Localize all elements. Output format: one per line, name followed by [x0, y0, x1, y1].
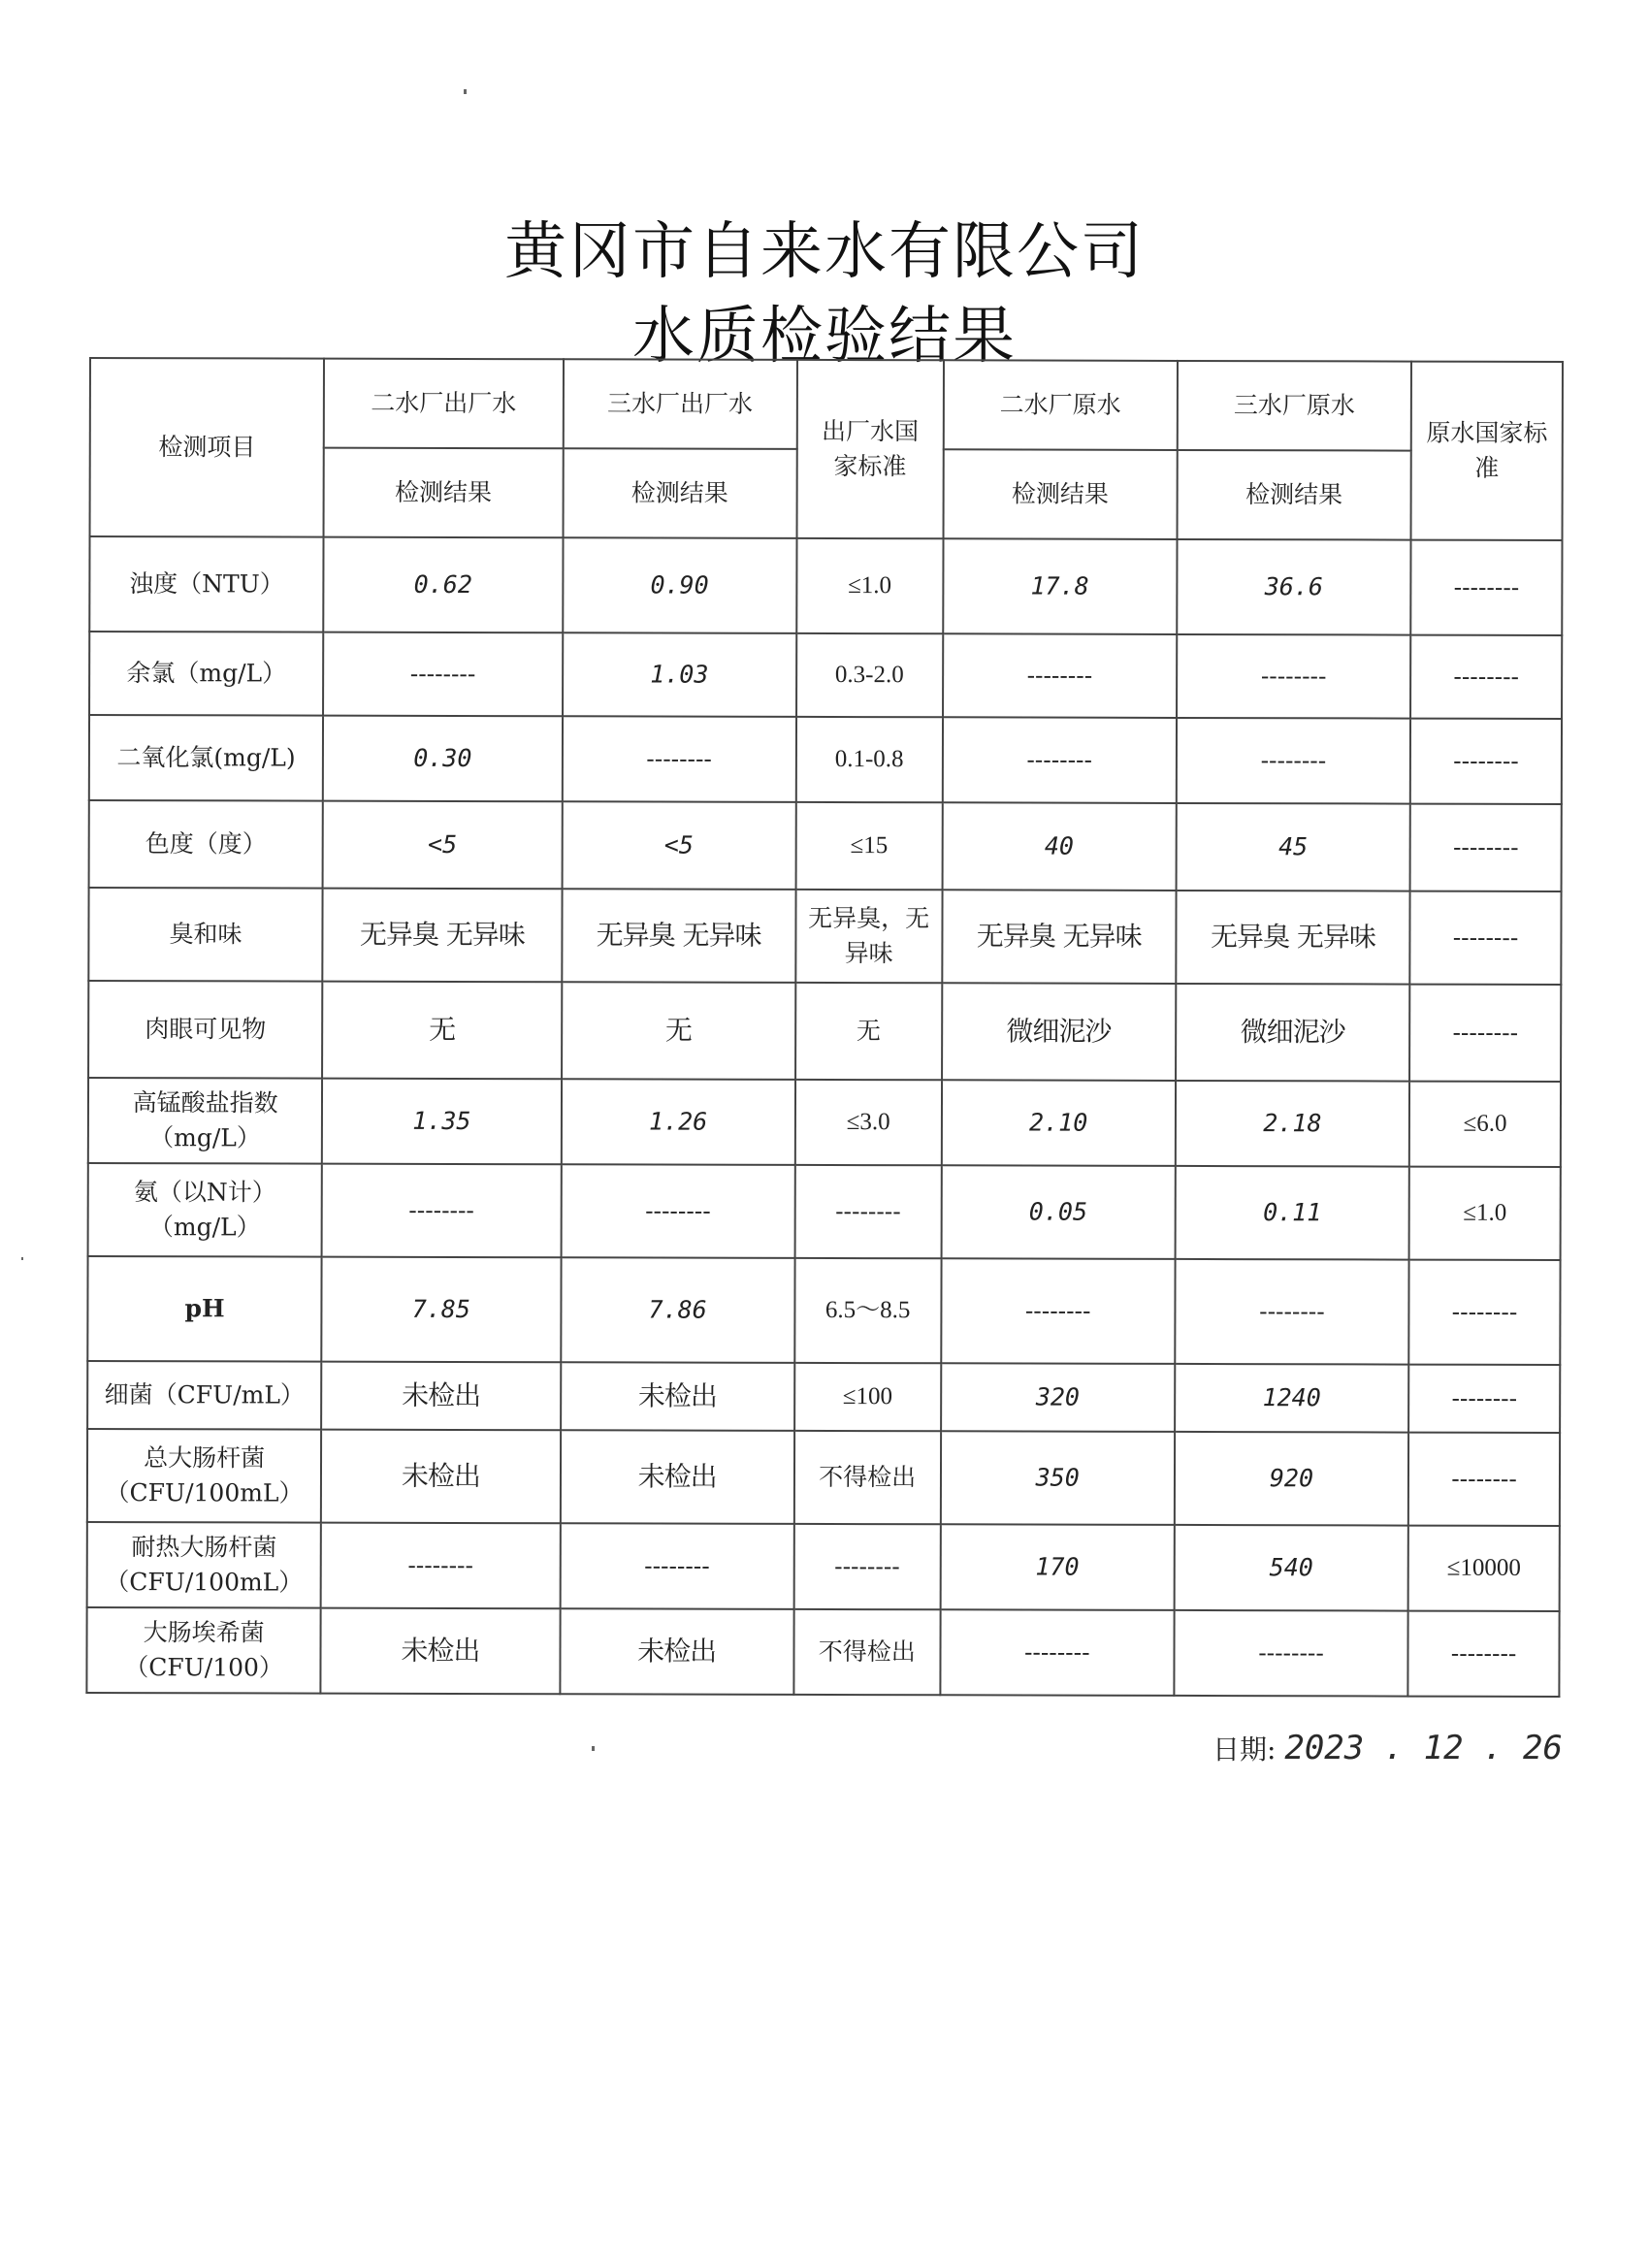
plant2-raw-cell: 350	[940, 1431, 1175, 1525]
plant3-out-cell: 1.26	[561, 1079, 794, 1165]
company-title: 黄冈市自来水有限公司	[504, 216, 1145, 288]
scan-speck	[592, 1746, 595, 1751]
raw-standard-cell: --------	[1408, 1365, 1560, 1433]
plant2-raw-cell: --------	[942, 717, 1176, 803]
out-standard-cell: --------	[793, 1524, 940, 1609]
header-plant3-out: 三水厂出厂水	[563, 359, 797, 449]
out-standard-cell: --------	[794, 1165, 941, 1258]
table-row	[87, 1361, 1560, 1433]
item-cell: 氨（以N计）（mg/L）	[88, 1163, 323, 1257]
date-value: 2023 . 12 . 26	[1284, 1729, 1563, 1767]
table-row	[88, 1078, 1561, 1167]
header-raw-standard: 原水国家标准	[1411, 362, 1563, 540]
out-standard-cell: ≤1.0	[796, 538, 943, 633]
plant3-out-cell: <5	[562, 801, 796, 890]
table-row	[88, 981, 1561, 1082]
plant2-out-cell: 0.30	[323, 716, 563, 802]
item-cell: 大肠埃希菌（CFU/100）	[86, 1607, 320, 1694]
raw-standard-cell: --------	[1410, 540, 1562, 635]
header-result-plant2-raw: 检测结果	[943, 449, 1178, 539]
plant2-out-cell: <5	[323, 801, 563, 890]
out-standard-cell: 0.1-0.8	[796, 717, 943, 802]
raw-standard-cell: --------	[1410, 635, 1562, 719]
table-row	[86, 1607, 1559, 1697]
plant2-out-cell: 无	[322, 982, 562, 1080]
plant2-raw-cell: 320	[941, 1363, 1175, 1432]
plant2-raw-cell: 17.8	[943, 538, 1178, 634]
plant2-out-cell: --------	[321, 1523, 561, 1609]
plant3-out-cell: 7.86	[561, 1257, 795, 1363]
plant3-out-cell: 未检出	[560, 1608, 793, 1695]
item-cell: 耐热大肠杆菌（CFU/100mL）	[87, 1522, 321, 1608]
item-cell: 总大肠杆菌（CFU/100mL）	[87, 1429, 322, 1523]
item-cell: 肉眼可见物	[88, 981, 323, 1079]
out-standard-cell: 无异臭，无异味	[795, 890, 942, 983]
report-date	[1212, 1729, 1563, 1767]
plant2-out-cell: 1.35	[322, 1079, 562, 1165]
plant2-out-cell: 7.85	[322, 1257, 562, 1363]
plant2-out-cell: 未检出	[321, 1362, 560, 1431]
scan-speck	[21, 1257, 23, 1260]
raw-standard-cell: --------	[1408, 1433, 1560, 1526]
header-result-plant3-out: 检测结果	[563, 448, 797, 538]
raw-standard-cell: ≤6.0	[1409, 1082, 1561, 1167]
plant3-out-cell: 未检出	[561, 1362, 794, 1431]
plant2-raw-cell: 170	[940, 1524, 1174, 1610]
raw-standard-cell: --------	[1409, 985, 1561, 1082]
out-standard-cell: 0.3-2.0	[796, 633, 943, 717]
plant3-out-cell: --------	[560, 1523, 793, 1609]
plant3-out-cell: --------	[562, 716, 795, 802]
plant3-raw-cell: 0.11	[1175, 1166, 1409, 1260]
plant3-out-cell: 无	[562, 982, 796, 1080]
out-standard-cell: ≤100	[794, 1363, 941, 1431]
item-cell: 余氯（mg/L）	[89, 632, 323, 716]
out-standard-cell: 不得检出	[793, 1609, 940, 1695]
plant3-raw-cell: 无异臭 无异味	[1176, 891, 1410, 985]
header-plant2-raw: 二水厂原水	[943, 360, 1178, 450]
item-cell: 臭和味	[88, 888, 323, 982]
table-row	[89, 715, 1562, 804]
report-title: 水质检验结果	[632, 301, 1017, 373]
out-standard-cell: 不得检出	[794, 1431, 941, 1524]
plant2-out-cell: 未检出	[321, 1430, 561, 1524]
plant2-raw-cell: 无异臭 无异味	[942, 890, 1177, 984]
plant2-raw-cell: --------	[943, 633, 1177, 718]
plant3-out-cell: 1.03	[563, 632, 796, 717]
plant2-raw-cell: --------	[941, 1258, 1176, 1364]
plant3-raw-cell: --------	[1177, 718, 1410, 804]
header-out-standard: 出厂水国家标准	[796, 360, 943, 538]
plant3-raw-cell: 2.18	[1176, 1081, 1409, 1167]
plant3-raw-cell: 540	[1174, 1525, 1407, 1611]
plant3-out-cell: 0.90	[563, 537, 797, 633]
plant3-raw-cell: 微细泥沙	[1176, 984, 1410, 1082]
out-standard-cell: 无	[795, 983, 942, 1080]
plant2-raw-cell: 微细泥沙	[942, 983, 1177, 1081]
raw-standard-cell: --------	[1408, 1260, 1560, 1365]
raw-standard-cell: --------	[1408, 1611, 1560, 1697]
header-plant2-out: 二水厂出厂水	[324, 359, 564, 449]
table-row	[89, 800, 1562, 891]
raw-standard-cell: --------	[1409, 891, 1561, 985]
plant2-raw-cell: 2.10	[941, 1080, 1175, 1166]
table-row	[87, 1429, 1560, 1526]
plant2-raw-cell: --------	[940, 1609, 1174, 1696]
plant3-raw-cell: 920	[1175, 1432, 1409, 1526]
plant3-raw-cell: 36.6	[1177, 539, 1411, 635]
plant2-out-cell: 未检出	[321, 1608, 561, 1695]
table-row	[89, 632, 1562, 719]
header-result-plant3-raw: 检测结果	[1177, 450, 1411, 540]
water-quality-table	[85, 357, 1564, 1698]
raw-standard-cell: ≤10000	[1408, 1526, 1560, 1611]
plant2-raw-cell: 0.05	[941, 1165, 1176, 1259]
plant3-out-cell: --------	[561, 1164, 795, 1258]
header-plant3-raw: 三水厂原水	[1178, 361, 1412, 451]
table-row	[88, 1163, 1561, 1260]
raw-standard-cell: --------	[1410, 719, 1562, 804]
plant2-out-cell: 无异臭 无异味	[323, 889, 563, 983]
out-standard-cell: 6.5～8.5	[794, 1258, 941, 1363]
plant3-raw-cell: --------	[1175, 1259, 1409, 1365]
plant3-raw-cell: --------	[1174, 1610, 1407, 1697]
scan-speck	[464, 89, 467, 94]
table-row	[87, 1256, 1560, 1365]
out-standard-cell: ≤3.0	[795, 1080, 942, 1165]
plant3-out-cell: 未检出	[560, 1430, 794, 1524]
plant3-raw-cell: 1240	[1175, 1364, 1408, 1433]
item-cell: 色度（度）	[89, 800, 324, 889]
plant2-out-cell: --------	[322, 1164, 562, 1258]
plant2-raw-cell: 40	[942, 802, 1177, 891]
item-cell: 细菌（CFU/mL）	[87, 1361, 321, 1430]
table-row	[87, 1522, 1560, 1611]
out-standard-cell: ≤15	[795, 802, 942, 890]
header-result-plant2-out: 检测结果	[324, 448, 564, 538]
plant2-out-cell: --------	[323, 632, 563, 717]
plant2-out-cell: 0.62	[324, 537, 564, 633]
header-item: 检测项目	[90, 358, 325, 537]
item-cell: pH	[87, 1256, 322, 1362]
plant3-raw-cell: --------	[1177, 634, 1410, 719]
plant3-raw-cell: 45	[1176, 803, 1410, 891]
table-row	[88, 888, 1561, 985]
raw-standard-cell: --------	[1410, 804, 1562, 891]
item-cell: 二氧化氯(mg/L)	[89, 715, 323, 801]
date-label: 日期:	[1212, 1733, 1277, 1766]
table-row	[89, 536, 1562, 635]
raw-standard-cell: ≤1.0	[1409, 1167, 1561, 1260]
item-cell: 高锰酸盐指数（mg/L）	[88, 1078, 322, 1164]
plant3-out-cell: 无异臭 无异味	[562, 889, 796, 983]
item-cell: 浊度（NTU）	[89, 536, 324, 632]
